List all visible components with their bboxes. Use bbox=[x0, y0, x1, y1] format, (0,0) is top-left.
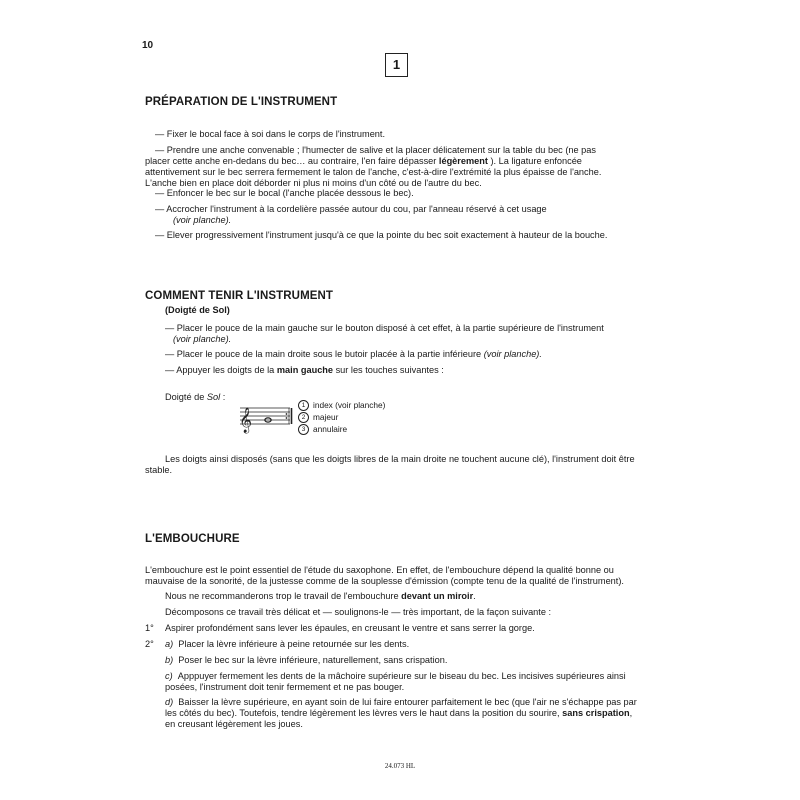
step-2c: c) Apppuyer fermement les dents de la mâchoire supérieure sur le biseau du bec. Les incisives supérieures ainsi posées, l'instrument doit tenir fermement et ne pas bouger. bbox=[165, 671, 626, 692]
treble-staff-sol-note bbox=[238, 401, 296, 435]
finger-1: 1 index (voir planche) bbox=[298, 400, 385, 411]
page-number: 10 bbox=[142, 40, 154, 51]
circled-number-icon: 3 bbox=[298, 424, 309, 435]
prep-item-3: — Enfoncer le bec sur le bocal (l'anche placée dessous le bec). bbox=[155, 188, 414, 198]
chapter-number-box: 1 bbox=[385, 53, 408, 77]
page-footer-code: 24.073 HL bbox=[384, 762, 416, 770]
step-2-number: 2° bbox=[145, 639, 154, 649]
fingering-label: Doigté de Sol : bbox=[165, 392, 226, 402]
step-2b: b) Poser le bec sur la lèvre inférieure, naturellement, sans crispation. bbox=[165, 655, 448, 665]
step-1-number: 1° bbox=[145, 623, 154, 633]
section-title-preparation: PRÉPARATION DE L'INSTRUMENT bbox=[145, 96, 338, 108]
emb-decompose: Décomposons ce travail très délicat et — soulignons-le — très important, de la façon suivante : bbox=[165, 607, 552, 617]
section-title-holding: COMMENT TENIR L'INSTRUMENT bbox=[145, 290, 334, 302]
finger-2: 2 majeur bbox=[298, 412, 338, 423]
prep-item-2: — Prendre une anche convenable ; l'humecter de salive et la placer délicatement sur la table du bec (ne pas placer cette anche en-dedans du bec… au contraire, l'en faire dépasser légèrement ). La ligature enfoncée attentivement sur le bec serrera fermement le talon de l'anche, c'est-à-dire l'extrémité la plus épaisse de l'anche. L'anche bien en place doit déborder ni plus ni moins d'un côté ou de l'autre du bec. bbox=[145, 145, 602, 188]
step-2a: a) Placer la lèvre inférieure à peine retournée sur les dents. bbox=[165, 639, 410, 649]
section-title-embouchure: L'EMBOUCHURE bbox=[145, 533, 240, 545]
prep-item-5: — Elever progressivement l'instrument jusqu'à ce que la pointe du bec soit exactement à hauteur de la bouche. bbox=[155, 230, 608, 240]
section-subtitle: (Doigté de Sol) bbox=[165, 305, 230, 315]
hold-item-2: — Placer le pouce de la main droite sous le butoir placée à la partie inférieure (voir planche). bbox=[165, 349, 542, 359]
hold-item-3: — Appuyer les doigts de la main gauche sur les touches suivantes : bbox=[165, 365, 444, 375]
treble-clef-icon: 𝄞 bbox=[239, 408, 253, 433]
prep-item-4: — Accrocher l'instrument à la cordelière passée autour du cou, par l'anneau réservé à cet usage (voir planche). bbox=[155, 204, 547, 225]
finger-3: 3 annulaire bbox=[298, 424, 347, 435]
step-1: Aspirer profondément sans lever les épaules, en creusant le ventre et sans serrer la gorge. bbox=[165, 623, 535, 633]
emb-mirror: Nous ne recommanderons trop le travail de l'embouchure devant un miroir. bbox=[165, 591, 476, 601]
hold-item-1: — Placer le pouce de la main gauche sur le bouton disposé à cet effet, à la partie supérieure de l'instrument (voir planche). bbox=[165, 323, 604, 344]
emb-intro: L'embouchure est le point essentiel de l'étude du saxophone. En effet, de l'embouchure dépend la qualité bonne ou mauvaise de la sonorité, de la justesse comme de la souplesse d'émission (compte tenu de la qualité de l'instrument). bbox=[145, 565, 624, 586]
prep-item-1: — Fixer le bocal face à soi dans le corps de l'instrument. bbox=[155, 129, 386, 139]
step-2d: d) Baisser la lèvre supérieure, en ayant soin de lui faire entourer parfaitement le bec (que l'air ne s'échappe pas par les côtés du bec). Toutefois, tendre légèrement les lèvres vers le haut dans la position du sourire, sans crispation, en creusant légèrement les joues. bbox=[165, 697, 637, 729]
circled-number-icon: 1 bbox=[298, 400, 309, 411]
circled-number-icon: 2 bbox=[298, 412, 309, 423]
hold-conclusion: Les doigts ainsi disposés (sans que les doigts libres de la main droite ne touchent aucune clé), l'instrument doit être stable. bbox=[145, 454, 635, 475]
